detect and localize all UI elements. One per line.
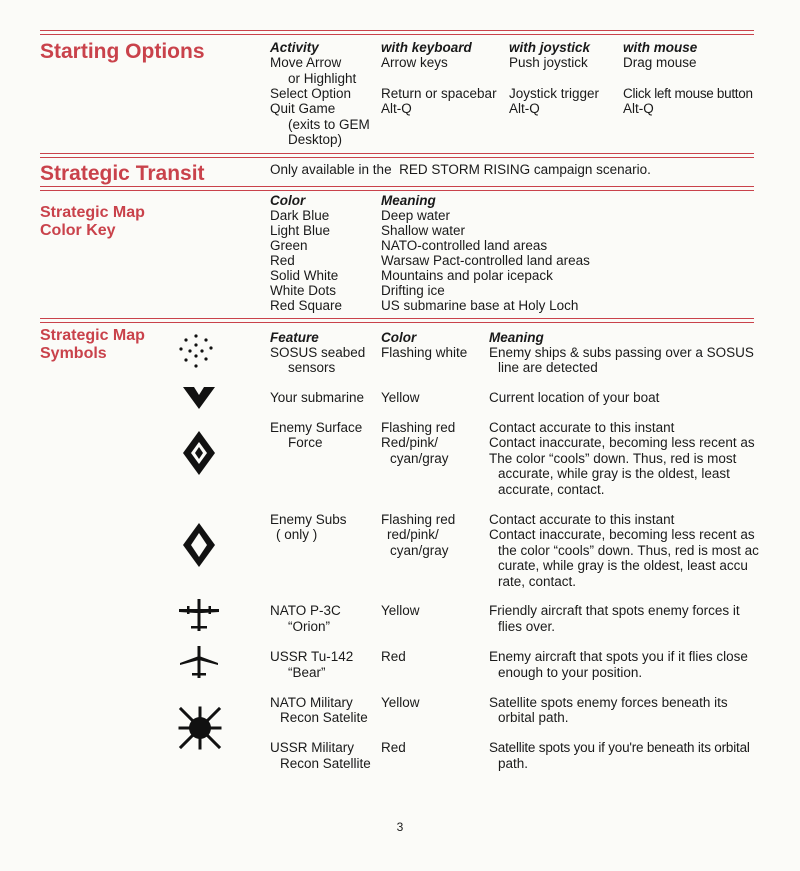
feature-cell: USSR Tu-142 <box>270 649 354 664</box>
meaning-cell: orbital path. <box>498 710 569 725</box>
section-title-color-key <box>40 204 145 240</box>
meaning-cell: flies over. <box>498 619 556 634</box>
meaning-cell: Contact inaccurate, becoming less recent as <box>489 527 755 542</box>
meaning-cell: The color “cools” down. Thus, red is most <box>489 451 737 466</box>
meaning-cell: enough to your position. <box>498 665 643 680</box>
color-cell: cyan/gray <box>390 451 449 466</box>
section-rule <box>40 186 754 191</box>
meaning-cell: accurate, contact. <box>498 482 605 497</box>
color-cell: White Dots <box>270 283 337 298</box>
feature-cell: Recon Satelite <box>280 710 368 725</box>
mouse-cell: Click left mouse button <box>623 86 753 101</box>
mouse-cell: Alt-Q <box>623 101 654 116</box>
feature-cell: “Orion” <box>288 619 331 634</box>
col-header-meaning: Meaning <box>381 193 436 208</box>
color-cell: Yellow <box>381 390 420 405</box>
color-cell: Green <box>270 238 308 253</box>
section-rule <box>40 153 754 158</box>
meaning-cell: Warsaw Pact-controlled land areas <box>381 253 590 268</box>
submarine-chevron-icon <box>182 385 216 411</box>
meaning-cell: curate, while gray is the oldest, least accu <box>498 558 748 573</box>
sosus-dots-icon <box>176 332 216 372</box>
color-key-title-line2: Color Key <box>40 222 116 239</box>
feature-cell: “Bear” <box>288 665 326 680</box>
meaning-cell: the color “cools” down. Thus, red is most ac <box>498 543 759 558</box>
activity-cell: Move Arrow <box>270 55 342 70</box>
joystick-cell: Joystick trigger <box>509 86 600 101</box>
col-header-color: Color <box>381 330 417 345</box>
color-cell: Red Square <box>270 298 343 313</box>
meaning-cell: Current location of your boat <box>489 390 660 405</box>
activity-cell: Desktop) <box>288 132 343 147</box>
section-title-starting-options: Starting Options <box>40 40 205 63</box>
section-title-strategic-transit: Strategic Transit <box>40 162 205 185</box>
color-cell: Flashing red <box>381 512 456 527</box>
meaning-cell: Enemy aircraft that spots you if it flies close <box>489 649 748 664</box>
top-rule <box>40 30 754 35</box>
ussr-aircraft-icon <box>178 645 220 679</box>
feature-cell: sensors <box>288 360 336 375</box>
nato-aircraft-icon <box>178 598 220 632</box>
symbols-title-line1: Strategic Map <box>40 327 145 344</box>
symbols-title-line2: Symbols <box>40 345 107 362</box>
section-rule <box>40 318 754 323</box>
color-cell: cyan/gray <box>390 543 449 558</box>
strategic-transit-text: Only available in the RED STORM RISING campaign scenario. <box>270 162 651 177</box>
col-header-joystick: with joystick <box>509 40 591 55</box>
meaning-cell: rate, contact. <box>498 574 577 589</box>
meaning-cell: accurate, while gray is the oldest, least <box>498 466 730 481</box>
col-header-keyboard: with keyboard <box>381 40 472 55</box>
page-number: 3 <box>396 820 404 834</box>
color-cell: Yellow <box>381 695 420 710</box>
col-header-feature: Feature <box>270 330 319 345</box>
meaning-cell: Mountains and polar icepack <box>381 268 553 283</box>
satellite-icon <box>178 706 222 750</box>
feature-cell: Force <box>288 435 323 450</box>
color-cell: Dark Blue <box>270 208 330 223</box>
color-cell: Flashing red <box>381 420 456 435</box>
feature-cell: SOSUS seabed <box>270 345 366 360</box>
keyboard-cell: Return or spacebar <box>381 86 497 101</box>
feature-cell: Enemy Surface <box>270 420 363 435</box>
feature-cell: USSR Military <box>270 740 355 755</box>
feature-cell: Recon Satellite <box>280 756 371 771</box>
meaning-cell: Contact inaccurate, becoming less recent as <box>489 435 755 450</box>
surface-force-diamond-icon <box>182 430 216 476</box>
color-cell: Light Blue <box>270 223 331 238</box>
activity-cell: or Highlight <box>288 71 357 86</box>
enemy-sub-diamond-icon <box>182 522 216 568</box>
color-cell: Red <box>381 740 406 755</box>
meaning-cell: Drifting ice <box>381 283 445 298</box>
meaning-cell: NATO-controlled land areas <box>381 238 548 253</box>
joystick-cell: Alt-Q <box>509 101 540 116</box>
activity-cell: (exits to GEM <box>288 117 370 132</box>
meaning-cell: Contact accurate to this instant <box>489 420 675 435</box>
color-key-title-line1: Strategic Map <box>40 204 145 221</box>
color-cell: Flashing white <box>381 345 468 360</box>
col-header-mouse: with mouse <box>623 40 698 55</box>
activity-cell: Select Option <box>270 86 352 101</box>
color-cell: Red <box>270 253 295 268</box>
meaning-cell: Deep water <box>381 208 451 223</box>
color-cell: red/pink/ <box>387 527 439 542</box>
meaning-cell: Friendly aircraft that spots enemy forces it <box>489 603 740 618</box>
color-cell: Red <box>381 649 406 664</box>
section-title-symbols <box>40 327 145 363</box>
meaning-cell: path. <box>498 756 529 771</box>
meaning-cell: line are detected <box>498 360 598 375</box>
keyboard-cell: Arrow keys <box>381 55 448 70</box>
color-cell: Red/pink/ <box>381 435 439 450</box>
color-cell: Yellow <box>381 603 420 618</box>
joystick-cell: Push joystick <box>509 55 588 70</box>
meaning-cell: Satellite spots you if you're beneath its orbital <box>489 740 750 755</box>
meaning-cell: Satellite spots enemy forces beneath its <box>489 695 728 710</box>
col-header-activity: Activity <box>270 40 319 55</box>
mouse-cell: Drag mouse <box>623 55 697 70</box>
meaning-cell: Enemy ships & subs passing over a SOSUS <box>489 345 754 360</box>
feature-cell: NATO Military <box>270 695 353 710</box>
col-header-meaning: Meaning <box>489 330 544 345</box>
keyboard-cell: Alt-Q <box>381 101 412 116</box>
feature-cell: Your submarine <box>270 390 365 405</box>
feature-cell: ( only ) <box>276 527 318 542</box>
activity-cell: Quit Game <box>270 101 336 116</box>
meaning-cell: Shallow water <box>381 223 466 238</box>
meaning-cell: US submarine base at Holy Loch <box>381 298 579 313</box>
feature-cell: Enemy Subs <box>270 512 347 527</box>
color-cell: Solid White <box>270 268 339 283</box>
meaning-cell: Contact accurate to this instant <box>489 512 675 527</box>
col-header-color: Color <box>270 193 306 208</box>
feature-cell: NATO P-3C <box>270 603 341 618</box>
